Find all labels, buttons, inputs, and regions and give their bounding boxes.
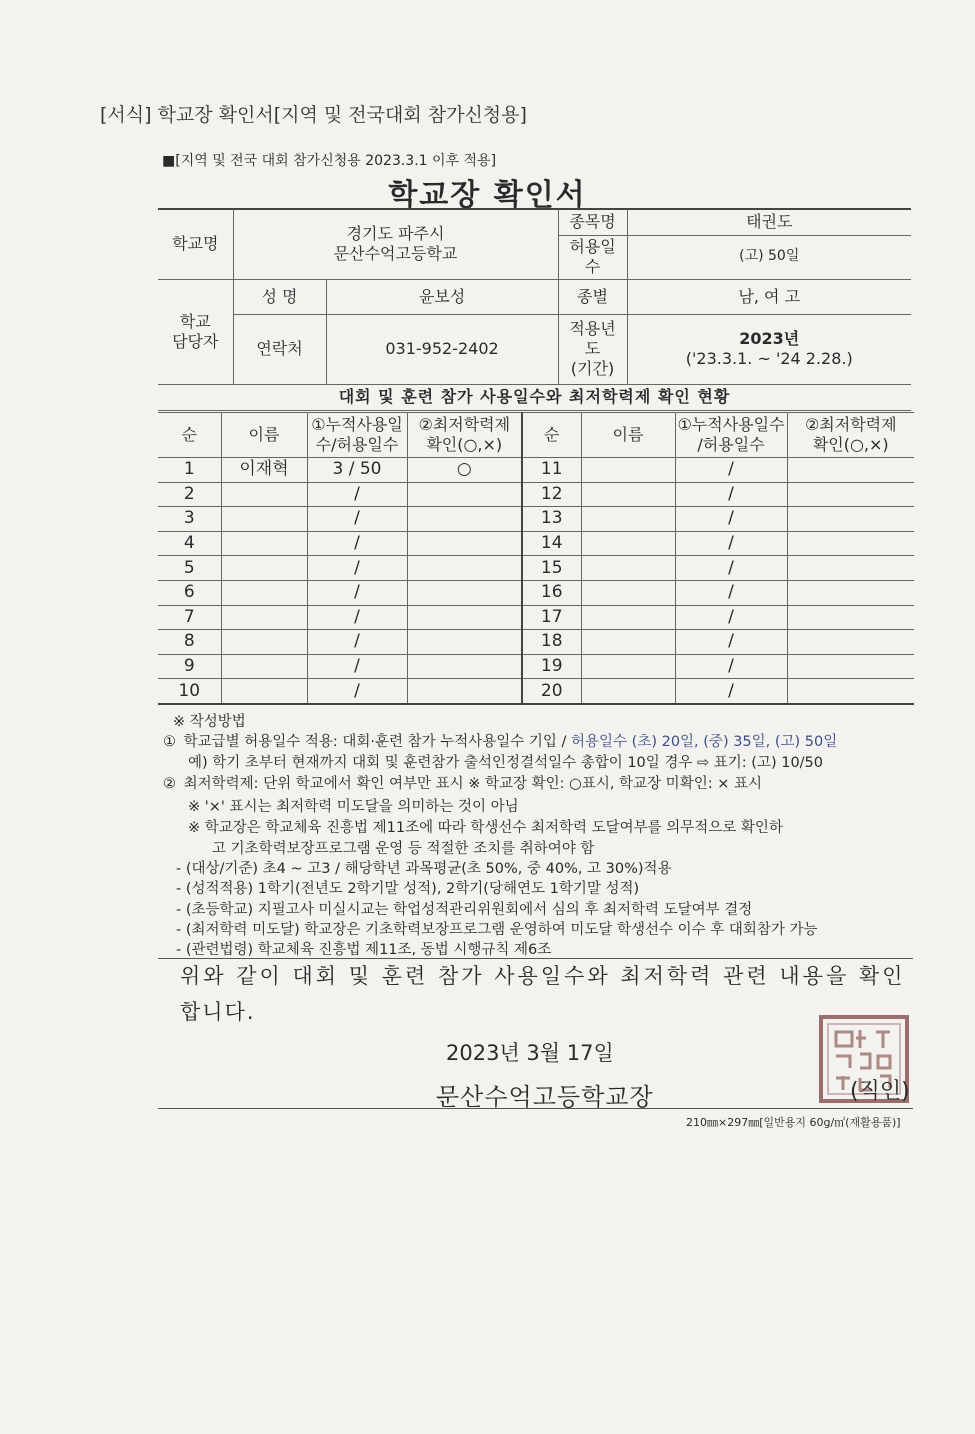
note-2-sub2-line2: 고 기초학력보장프로그램 운영 등 적절한 조치를 취하여야 함	[212, 841, 595, 857]
row-no: 9	[158, 654, 221, 679]
year-label: 적용년 도 (기간)	[558, 314, 627, 384]
row-no: 2	[158, 482, 221, 507]
row-check-right	[787, 580, 914, 605]
row-no-right: 12	[522, 482, 581, 507]
row-days-right: /	[675, 507, 787, 532]
row-days: /	[307, 605, 407, 630]
row-days: /	[307, 679, 407, 704]
row-days: /	[307, 507, 407, 532]
row-days: /	[307, 580, 407, 605]
paper-spec: 210㎜×297㎜[일반용지 60g/㎡(재활용품)]	[686, 1116, 901, 1129]
row-check-right	[787, 556, 914, 581]
row-name-right	[581, 458, 675, 483]
contact-value: 031-952-2402	[326, 314, 558, 384]
row-name-right	[581, 605, 675, 630]
row-no-right: 15	[522, 556, 581, 581]
section-title: 대회 및 훈련 참가 사용일수와 최저학력제 확인 현황	[158, 384, 911, 410]
gender-label: 종별	[558, 279, 627, 314]
row-days-right: /	[675, 531, 787, 556]
divider	[158, 958, 913, 959]
row-name-right	[581, 556, 675, 581]
row-check	[407, 630, 522, 655]
row-check-right	[787, 482, 914, 507]
principal-name: 문산수억고등학교장	[436, 1083, 654, 1111]
detail-3: - (초등학교) 지필고사 미실시교는 학업성적관리위원회에서 심의 후 최저학력 도달여부 결정	[176, 902, 753, 918]
row-check	[407, 507, 522, 532]
row-check: ○	[407, 458, 522, 483]
row-name-right	[581, 580, 675, 605]
row-days-right: /	[675, 654, 787, 679]
table-row	[158, 630, 914, 655]
row-name-right	[581, 531, 675, 556]
row-check-right	[787, 605, 914, 630]
row-name	[221, 580, 307, 605]
col-days: ①누적사용일 수/허용일수	[307, 413, 407, 458]
row-name-right	[581, 630, 675, 655]
detail-2: - (성적적용) 1학기(전년도 2학기말 성적), 2학기(당해연도 1학기말 성적)	[176, 881, 640, 897]
note-1-example: 예) 학기 초부터 현재까지 대회 및 훈련참가 출석인정결석일수 총합이 10일 경우 ⇨ 표기: (고) 10/50	[188, 755, 824, 771]
row-no: 3	[158, 507, 221, 532]
row-name	[221, 507, 307, 532]
table-row	[158, 605, 914, 630]
row-no: 5	[158, 556, 221, 581]
row-check	[407, 679, 522, 704]
col-no: 순	[158, 413, 221, 458]
allowed-days-value: (고) 50일	[627, 235, 911, 279]
row-check	[407, 580, 522, 605]
detail-4: - (최저학력 미도달) 학교장은 기초학력보장프로그램 운영하여 미도달 학생선수 이수 후 대회참가 가능	[176, 922, 818, 938]
document-title: 학교장 확인서	[388, 178, 587, 213]
table-row	[158, 556, 914, 581]
confirm-line-2: 합니다.	[180, 1000, 256, 1024]
row-days-right: /	[675, 580, 787, 605]
col-name: 이름	[221, 413, 307, 458]
row-no-right: 13	[522, 507, 581, 532]
detail-1: - (대상/기준) 초4 ~ 고3 / 해당학년 과목평균(초 50%, 중 40%, 고 30%)적용	[176, 861, 672, 877]
info-table	[158, 208, 911, 411]
notes-heading: ※ 작성방법	[173, 714, 246, 730]
row-name	[221, 679, 307, 704]
table-row	[158, 458, 914, 483]
row-days-right: /	[675, 605, 787, 630]
table-row	[158, 482, 914, 507]
row-days: /	[307, 531, 407, 556]
row-no: 1	[158, 458, 221, 483]
row-no-right: 14	[522, 531, 581, 556]
note-2-sub1: ※ '×' 표시는 최저학력 미도달을 의미하는 것이 아님	[188, 799, 519, 815]
row-days: /	[307, 630, 407, 655]
row-name: 이재혁	[221, 458, 307, 483]
table-row	[158, 580, 914, 605]
row-no: 4	[158, 531, 221, 556]
row-check-right	[787, 630, 914, 655]
row-check	[407, 605, 522, 630]
row-check	[407, 654, 522, 679]
row-check	[407, 531, 522, 556]
note-1: ① 학교급별 허용일수 적용: 대회·훈련 참가 누적사용일수 기입 / 허용일수 (초) 20일, (중) 35일, (고) 50일	[163, 734, 838, 750]
row-no: 7	[158, 605, 221, 630]
sport-label: 종목명	[558, 209, 627, 235]
row-check-right	[787, 531, 914, 556]
table-row	[158, 654, 914, 679]
col-days-right: ①누적사용일수 /허용일수	[675, 413, 787, 458]
row-days: 3 / 50	[307, 458, 407, 483]
confirm-date: 2023년 3월 17일	[446, 1041, 614, 1065]
row-days-right: /	[675, 458, 787, 483]
row-days-right: /	[675, 556, 787, 581]
row-days: /	[307, 482, 407, 507]
row-no-right: 20	[522, 679, 581, 704]
row-no: 8	[158, 630, 221, 655]
table-header-row	[158, 413, 914, 458]
row-name	[221, 556, 307, 581]
row-check-right	[787, 458, 914, 483]
row-name-right	[581, 679, 675, 704]
sport-value: 태권도	[627, 209, 911, 235]
gender-value: 남, 여 고	[627, 279, 911, 314]
allowed-days-label: 허용일 수	[558, 235, 627, 279]
row-days-right: /	[675, 630, 787, 655]
row-check	[407, 482, 522, 507]
row-no: 6	[158, 580, 221, 605]
row-days: /	[307, 654, 407, 679]
row-check	[407, 556, 522, 581]
year-value: 2023년 ('23.3.1. ~ '24 2.28.)	[627, 314, 911, 384]
row-check-right	[787, 654, 914, 679]
row-check-right	[787, 679, 914, 704]
table-row	[158, 531, 914, 556]
table-row	[158, 679, 914, 704]
bottom-divider	[158, 1108, 913, 1109]
row-no-right: 18	[522, 630, 581, 655]
school-label: 학교명	[158, 209, 233, 279]
row-no-right: 17	[522, 605, 581, 630]
row-name-right	[581, 654, 675, 679]
contact-label: 연락처	[233, 314, 326, 384]
row-name	[221, 531, 307, 556]
col-name-right: 이름	[581, 413, 675, 458]
participation-table	[158, 412, 914, 705]
name-label: 성 명	[233, 279, 326, 314]
row-name	[221, 605, 307, 630]
form-label: [서식] 학교장 확인서[지역 및 전국대회 참가신청용]	[100, 104, 527, 126]
seal-label: (직인)	[850, 1079, 910, 1104]
row-name-right	[581, 507, 675, 532]
school-value: 경기도 파주시 문산수억고등학교	[233, 209, 558, 279]
row-no-right: 16	[522, 580, 581, 605]
col-check-right: ②최저학력제 확인(○,×)	[787, 413, 914, 458]
row-name	[221, 654, 307, 679]
row-days-right: /	[675, 679, 787, 704]
manager-label: 학교 담당자	[158, 279, 233, 384]
row-no: 10	[158, 679, 221, 704]
name-value: 윤보성	[326, 279, 558, 314]
notice-line: ■[지역 및 전국 대회 참가신청용 2023.3.1 이후 적용]	[162, 153, 497, 169]
row-name	[221, 630, 307, 655]
note-2: ② 최저학력제: 단위 학교에서 확인 여부만 표시 ※ 학교장 확인: ○표시, 학교장 미확인: × 표시	[163, 776, 762, 792]
row-no-right: 19	[522, 654, 581, 679]
col-check: ②최저학력제 확인(○,×)	[407, 413, 522, 458]
table-row	[158, 507, 914, 532]
row-days-right: /	[675, 482, 787, 507]
row-no-right: 11	[522, 458, 581, 483]
note-2-sub2-line1: ※ 학교장은 학교체육 진흥법 제11조에 따라 학생선수 최저학력 도달여부를 의무적으로 확인하	[188, 820, 783, 836]
col-no-right: 순	[522, 413, 581, 458]
row-days: /	[307, 556, 407, 581]
confirm-line-1: 위와 같이 대회 및 훈련 참가 사용일수와 최저학력 관련 내용을 확인	[180, 964, 906, 988]
row-name	[221, 482, 307, 507]
detail-5: - (관련법령) 학교체육 진흥법 제11조, 동법 시행규칙 제6조	[176, 942, 552, 958]
row-name-right	[581, 482, 675, 507]
row-check-right	[787, 507, 914, 532]
